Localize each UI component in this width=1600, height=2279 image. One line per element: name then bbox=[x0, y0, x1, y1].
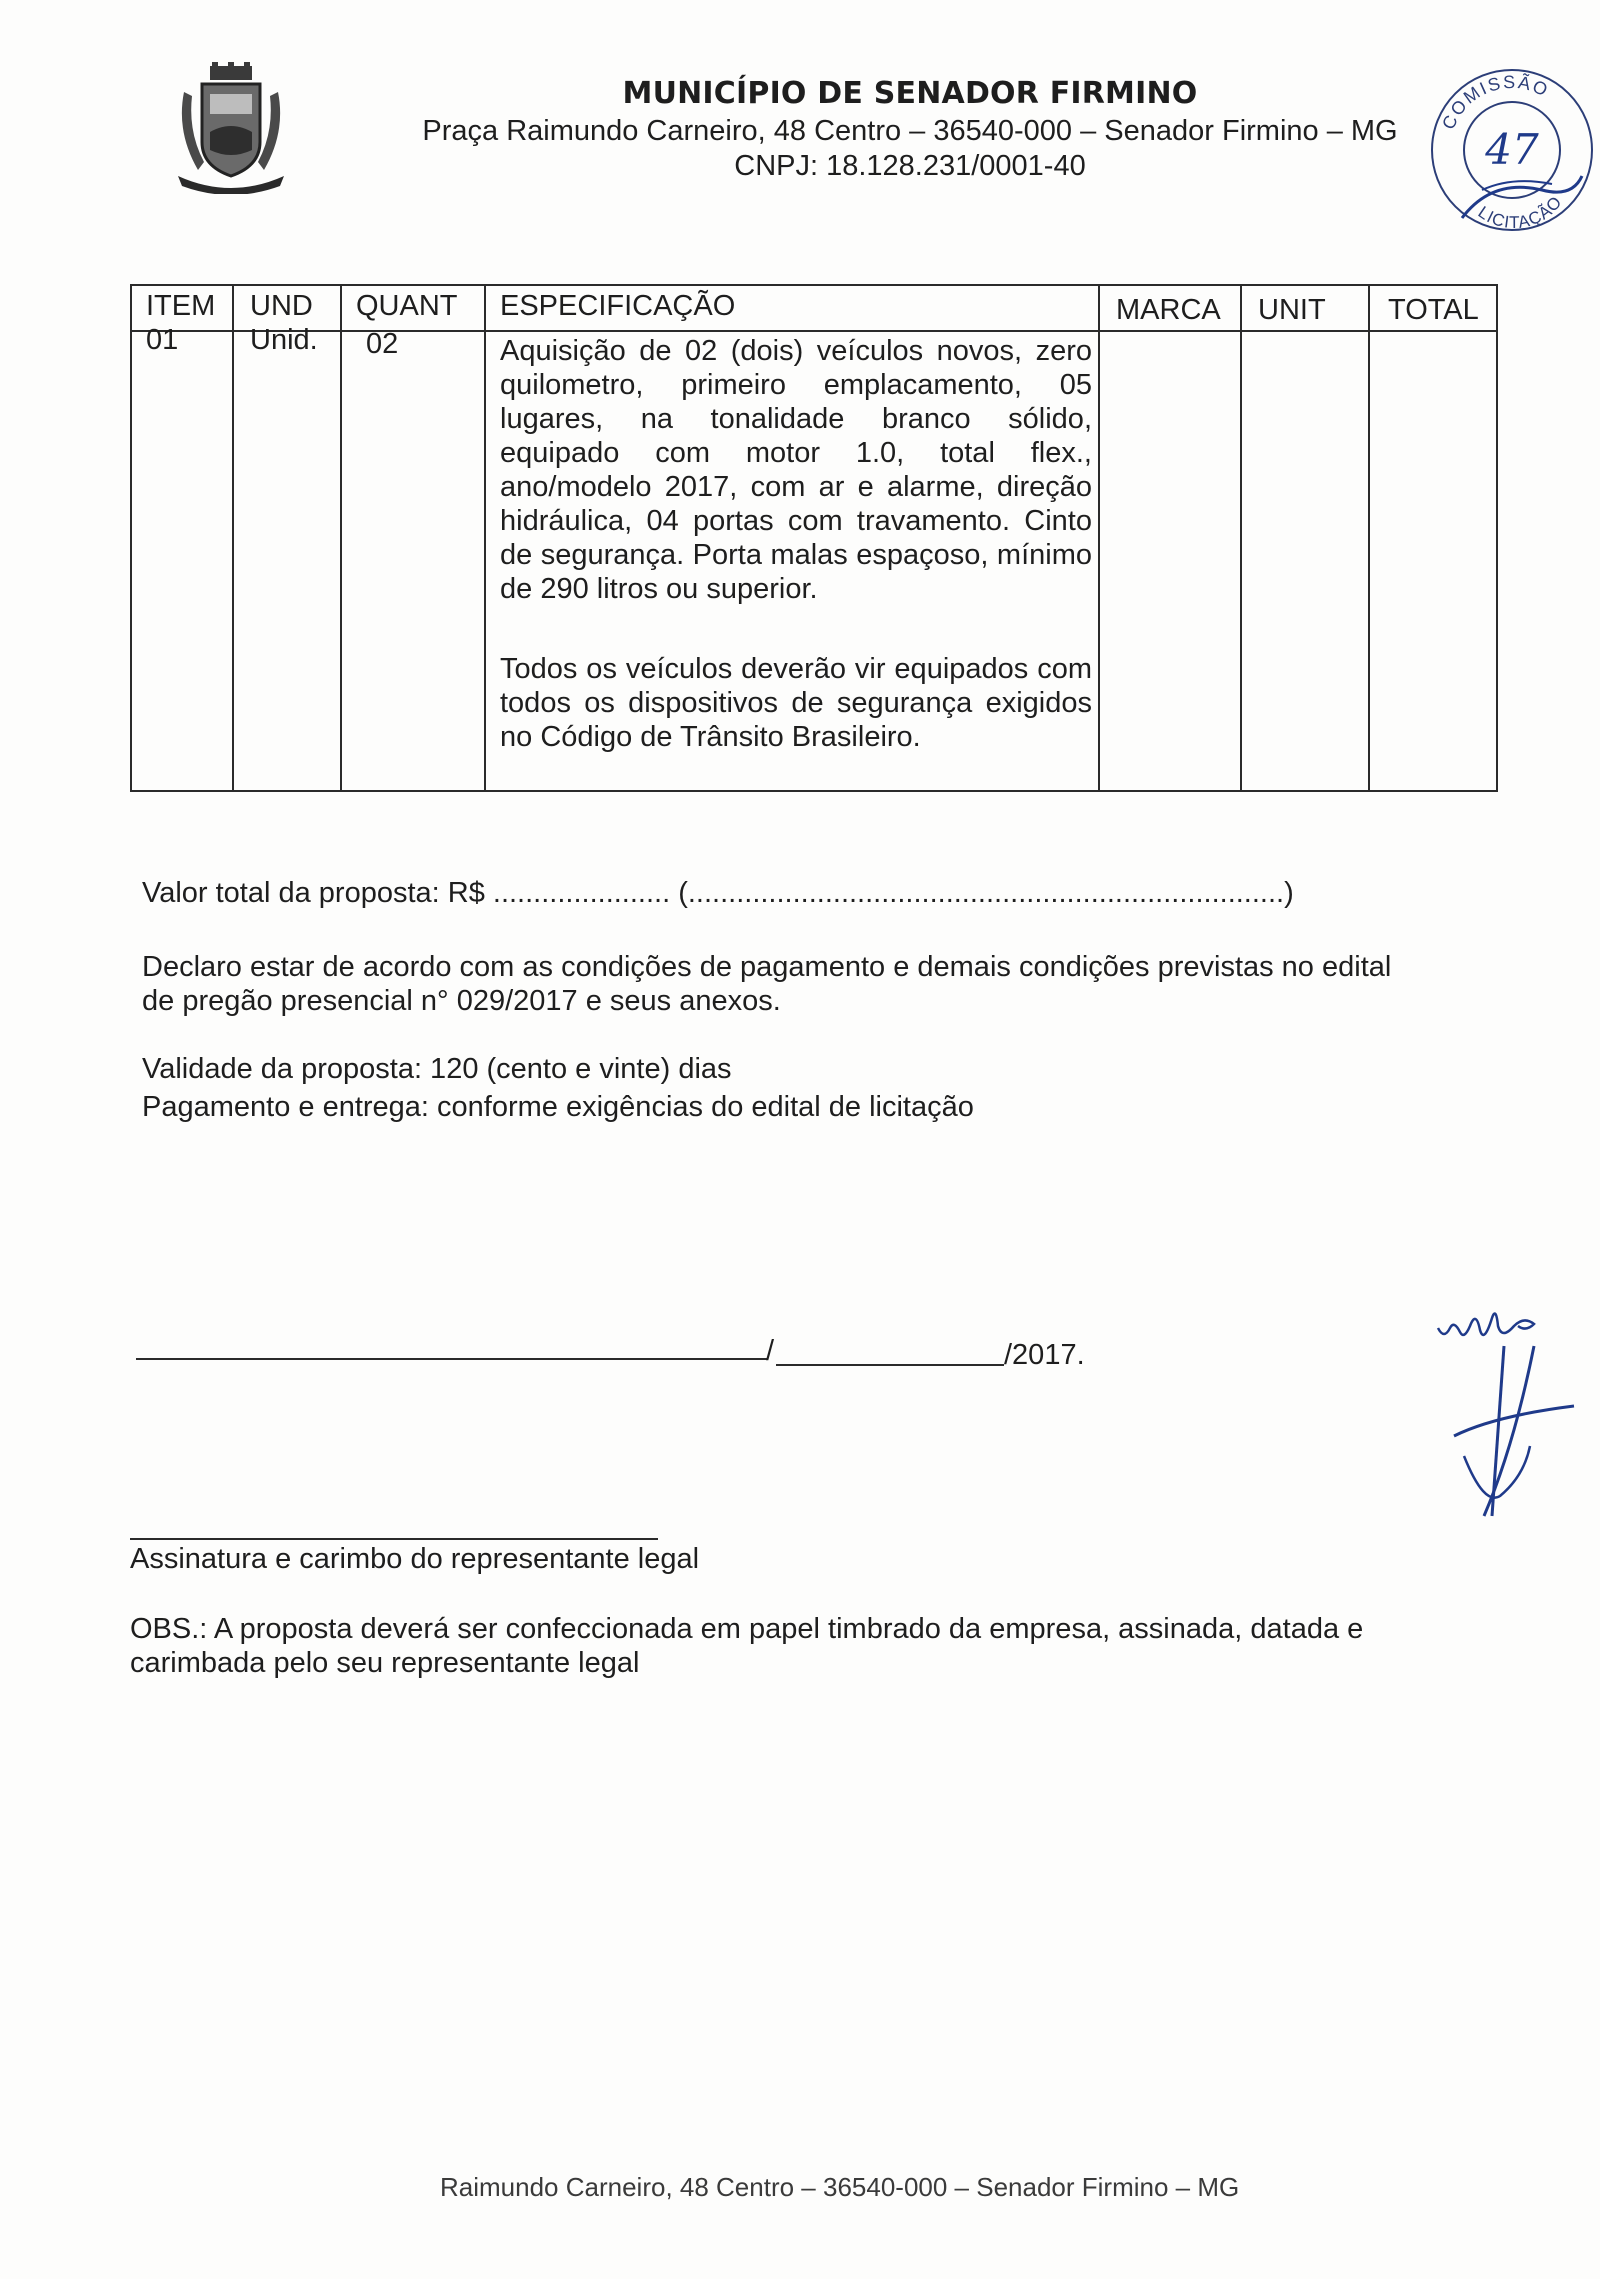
header-total: TOTAL bbox=[1388, 294, 1479, 326]
svg-text:COMISSÃO bbox=[1438, 71, 1552, 132]
header-marca: MARCA bbox=[1116, 294, 1221, 326]
footer-address: Raimundo Carneiro, 48 Centro – 36540-000 – Senador Firmino – MG bbox=[440, 2172, 1240, 2202]
coat-of-arms-logo bbox=[172, 62, 290, 194]
letterhead bbox=[380, 76, 1440, 183]
header-item: ITEM bbox=[146, 290, 216, 322]
commission-stamp bbox=[1422, 58, 1600, 238]
column-divider bbox=[484, 286, 486, 790]
cell-item: 01 bbox=[146, 324, 179, 356]
column-divider bbox=[1240, 286, 1242, 790]
obs-line-1: OBS.: A proposta deverá ser confeccionada em papel timbrado da empresa, assinada, datada e bbox=[130, 1613, 1364, 1645]
header-address: Praça Raimundo Carneiro, 48 Centro – 36540-000 – Senador Firmino – MG bbox=[422, 115, 1398, 147]
cell-quant: 02 bbox=[366, 328, 399, 360]
stamp-top-text: COMISSÃO bbox=[1438, 71, 1553, 133]
header-und: UND bbox=[250, 290, 313, 322]
representative-signature-line bbox=[130, 1538, 658, 1540]
date-blank-place bbox=[136, 1358, 768, 1360]
payment-line: Pagamento e entrega: conforme exigências do edital de licitação bbox=[142, 1091, 974, 1123]
obs-line-2: carimbada pelo seu representante legal bbox=[130, 1647, 640, 1679]
column-divider bbox=[340, 286, 342, 790]
cell-und: Unid. bbox=[250, 324, 318, 356]
header-unit: UNIT bbox=[1258, 294, 1326, 326]
declaration-line-1: Declaro estar de acordo com as condições de pagamento e demais condições previstas no edital bbox=[142, 951, 1392, 983]
date-slash: / bbox=[766, 1335, 775, 1367]
handwritten-signature bbox=[1434, 1296, 1584, 1526]
column-divider bbox=[1368, 286, 1370, 790]
header-quant: QUANT bbox=[356, 290, 458, 322]
column-divider bbox=[1098, 286, 1100, 790]
header-especificacao: ESPECIFICAÇÃO bbox=[500, 290, 736, 322]
declaration-line-2: de pregão presencial n° 029/2017 e seus anexos. bbox=[142, 985, 781, 1017]
stamp-bottom-text: LICITAÇÃO bbox=[1474, 192, 1567, 233]
valor-total-line: Valor total da proposta: R$ ...................... (..........................................................................) bbox=[142, 877, 1294, 909]
items-table bbox=[130, 284, 1498, 792]
header-divider bbox=[132, 330, 1496, 332]
municipality-name: MUNICÍPIO DE SENADOR FIRMINO bbox=[622, 76, 1198, 111]
date-blank-month bbox=[776, 1364, 1004, 1366]
spec-paragraph-2: Todos os veículos deverão vir equipados com todos os dispositivos de segurança exigidos no Código de Trânsito Brasileiro. bbox=[500, 653, 1092, 753]
spec-paragraph-1: Aquisição de 02 (dois) veículos novos, zero quilometro, primeiro emplacamento, 05 lugares, na tonalidade branco sólido, equipado com motor 1.0, total flex., ano/modelo 2017, com ar e alarme, direção hidráulica, 04 portas com travamento. Cinto de segurança. Porta malas espaçoso, mínimo de 290 litros ou superior. bbox=[500, 335, 1092, 605]
signature-caption: Assinatura e carimbo do representante legal bbox=[130, 1543, 700, 1575]
stamp-page-number: 47 bbox=[1485, 125, 1539, 174]
column-divider bbox=[232, 286, 234, 790]
header-cnpj: CNPJ: 18.128.231/0001-40 bbox=[734, 150, 1086, 182]
cell-especificacao bbox=[500, 334, 1092, 754]
validity-line: Validade da proposta: 120 (cento e vinte) dias bbox=[142, 1053, 732, 1085]
date-year: /2017. bbox=[1004, 1339, 1085, 1371]
